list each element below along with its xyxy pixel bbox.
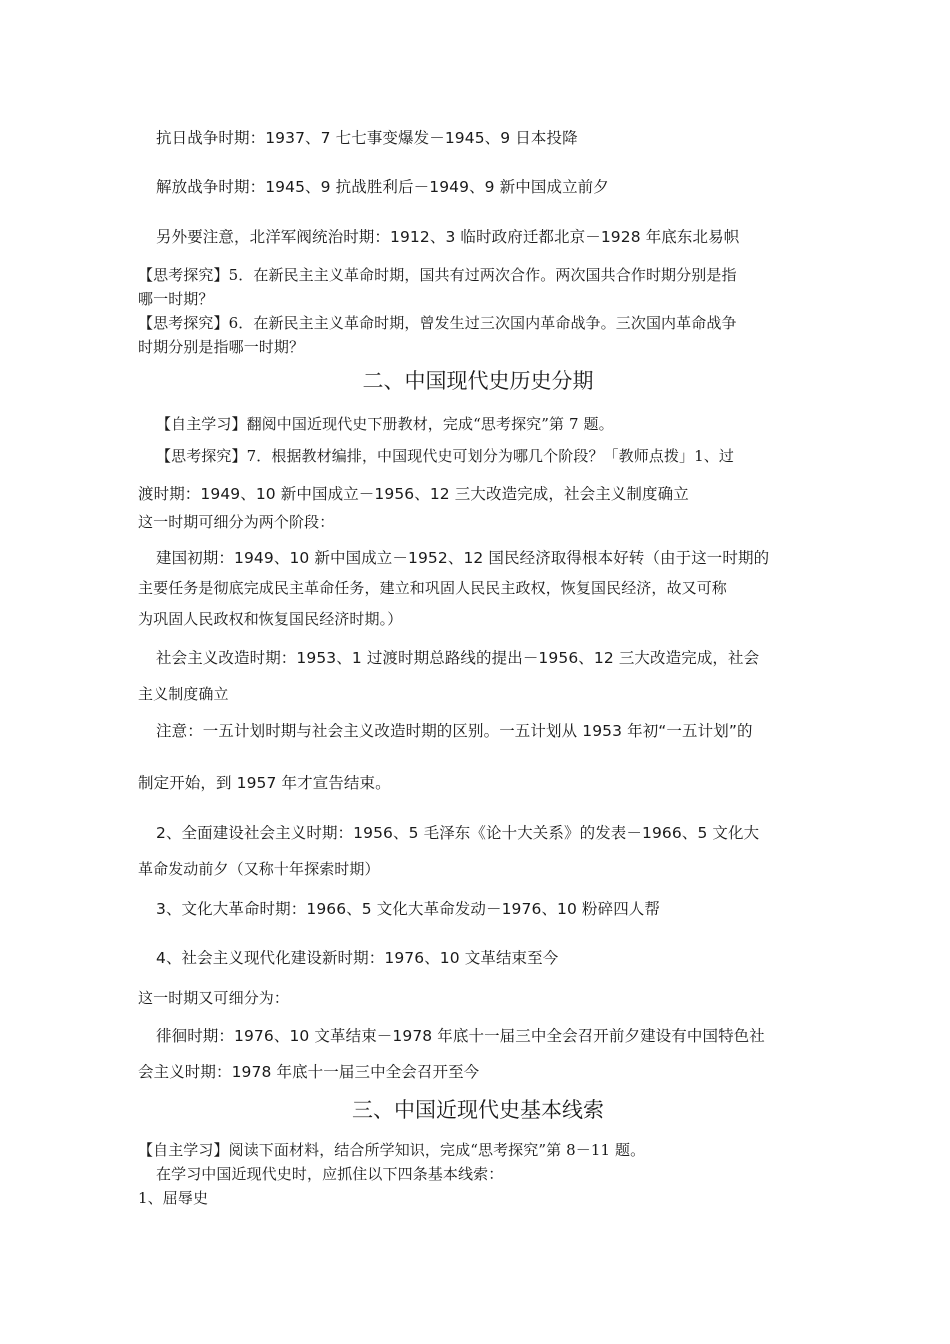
text-line: 时期分别是指哪一时期？ bbox=[138, 338, 305, 356]
text-line: 另外要注意，北洋军阀统治时期：1912、3 临时政府迁都北京－1928 年底东北易帜 bbox=[156, 228, 740, 246]
text-line: 制定开始，到 1957 年才宣告结束。 bbox=[138, 774, 391, 792]
text-line: 1、屈辱史 bbox=[138, 1189, 209, 1207]
text-line: 建国初期：1949、10 新中国成立－1952、12 国民经济取得根本好转（由于这一时期的 bbox=[156, 549, 770, 567]
text-line: 【自主学习】阅读下面材料，结合所学知识，完成“思考探究”第 8－11 题。 bbox=[138, 1141, 646, 1159]
text-line: 社会主义改造时期：1953、1 过渡时期总路线的提出－1956、12 三大改造完成，社会 bbox=[156, 649, 760, 667]
text-line: 徘徊时期：1976、10 文革结束－1978 年底十一届三中全会召开前夕建设有中国特色社 bbox=[156, 1027, 765, 1045]
text-line: 2、全面建设社会主义时期：1956、5 毛泽东《论十大关系》的发表－1966、5 文化大 bbox=[156, 824, 760, 842]
text-line: 主义制度确立 bbox=[138, 685, 229, 703]
text-line: 在学习中国近现代史时，应抓住以下四条基本线索： bbox=[156, 1165, 504, 1183]
text-line: 会主义时期：1978 年底十一届三中全会召开至今 bbox=[138, 1063, 480, 1081]
text-line: 解放战争时期：1945、9 抗战胜利后－1949、9 新中国成立前夕 bbox=[156, 178, 609, 196]
text-line: 渡时期：1949、10 新中国成立－1956、12 三大改造完成，社会主义制度确立 bbox=[138, 485, 689, 503]
text-line: 4、社会主义现代化建设新时期：1976、10 文革结束至今 bbox=[156, 949, 559, 967]
text-line: 3、文化大革命时期：1966、5 文化大革命发动－1976、10 粉碎四人帮 bbox=[156, 900, 660, 918]
section-heading: 三、中国近现代史基本线索 bbox=[352, 1098, 604, 1122]
text-line: 为巩固人民政权和恢复国民经济时期。） bbox=[138, 610, 403, 628]
text-line: 【思考探究】6．在新民主主义革命时期，曾发生过三次国内革命战争。三次国内革命战争 bbox=[138, 314, 737, 332]
text-line: 主要任务是彻底完成民主革命任务，建立和巩固人民民主政权，恢复国民经济，故又可称 bbox=[138, 579, 727, 597]
text-line: 【思考探究】5．在新民主主义革命时期，国共有过两次合作。两次国共合作时期分别是指 bbox=[138, 266, 737, 284]
section-heading: 二、中国现代史历史分期 bbox=[362, 369, 594, 393]
text-line: 革命发动前夕（又称十年探索时期） bbox=[138, 860, 380, 878]
text-line: 【自主学习】翻阅中国近现代史下册教材，完成“思考探究”第 7 题。 bbox=[156, 415, 614, 433]
text-line: 抗日战争时期：1937、7 七七事变爆发－1945、9 日本投降 bbox=[156, 129, 578, 147]
text-line: 【思考探究】7．根据教材编排，中国现代史可划分为哪几个阶段？「教师点拨」1、过 bbox=[156, 447, 734, 465]
text-line: 这一时期又可细分为： bbox=[138, 989, 290, 1007]
text-line: 这一时期可细分为两个阶段： bbox=[138, 513, 335, 531]
text-line: 注意：一五计划时期与社会主义改造时期的区别。一五计划从 1953 年初“一五计划”的 bbox=[156, 722, 753, 740]
text-line: 哪一时期？ bbox=[138, 290, 214, 308]
